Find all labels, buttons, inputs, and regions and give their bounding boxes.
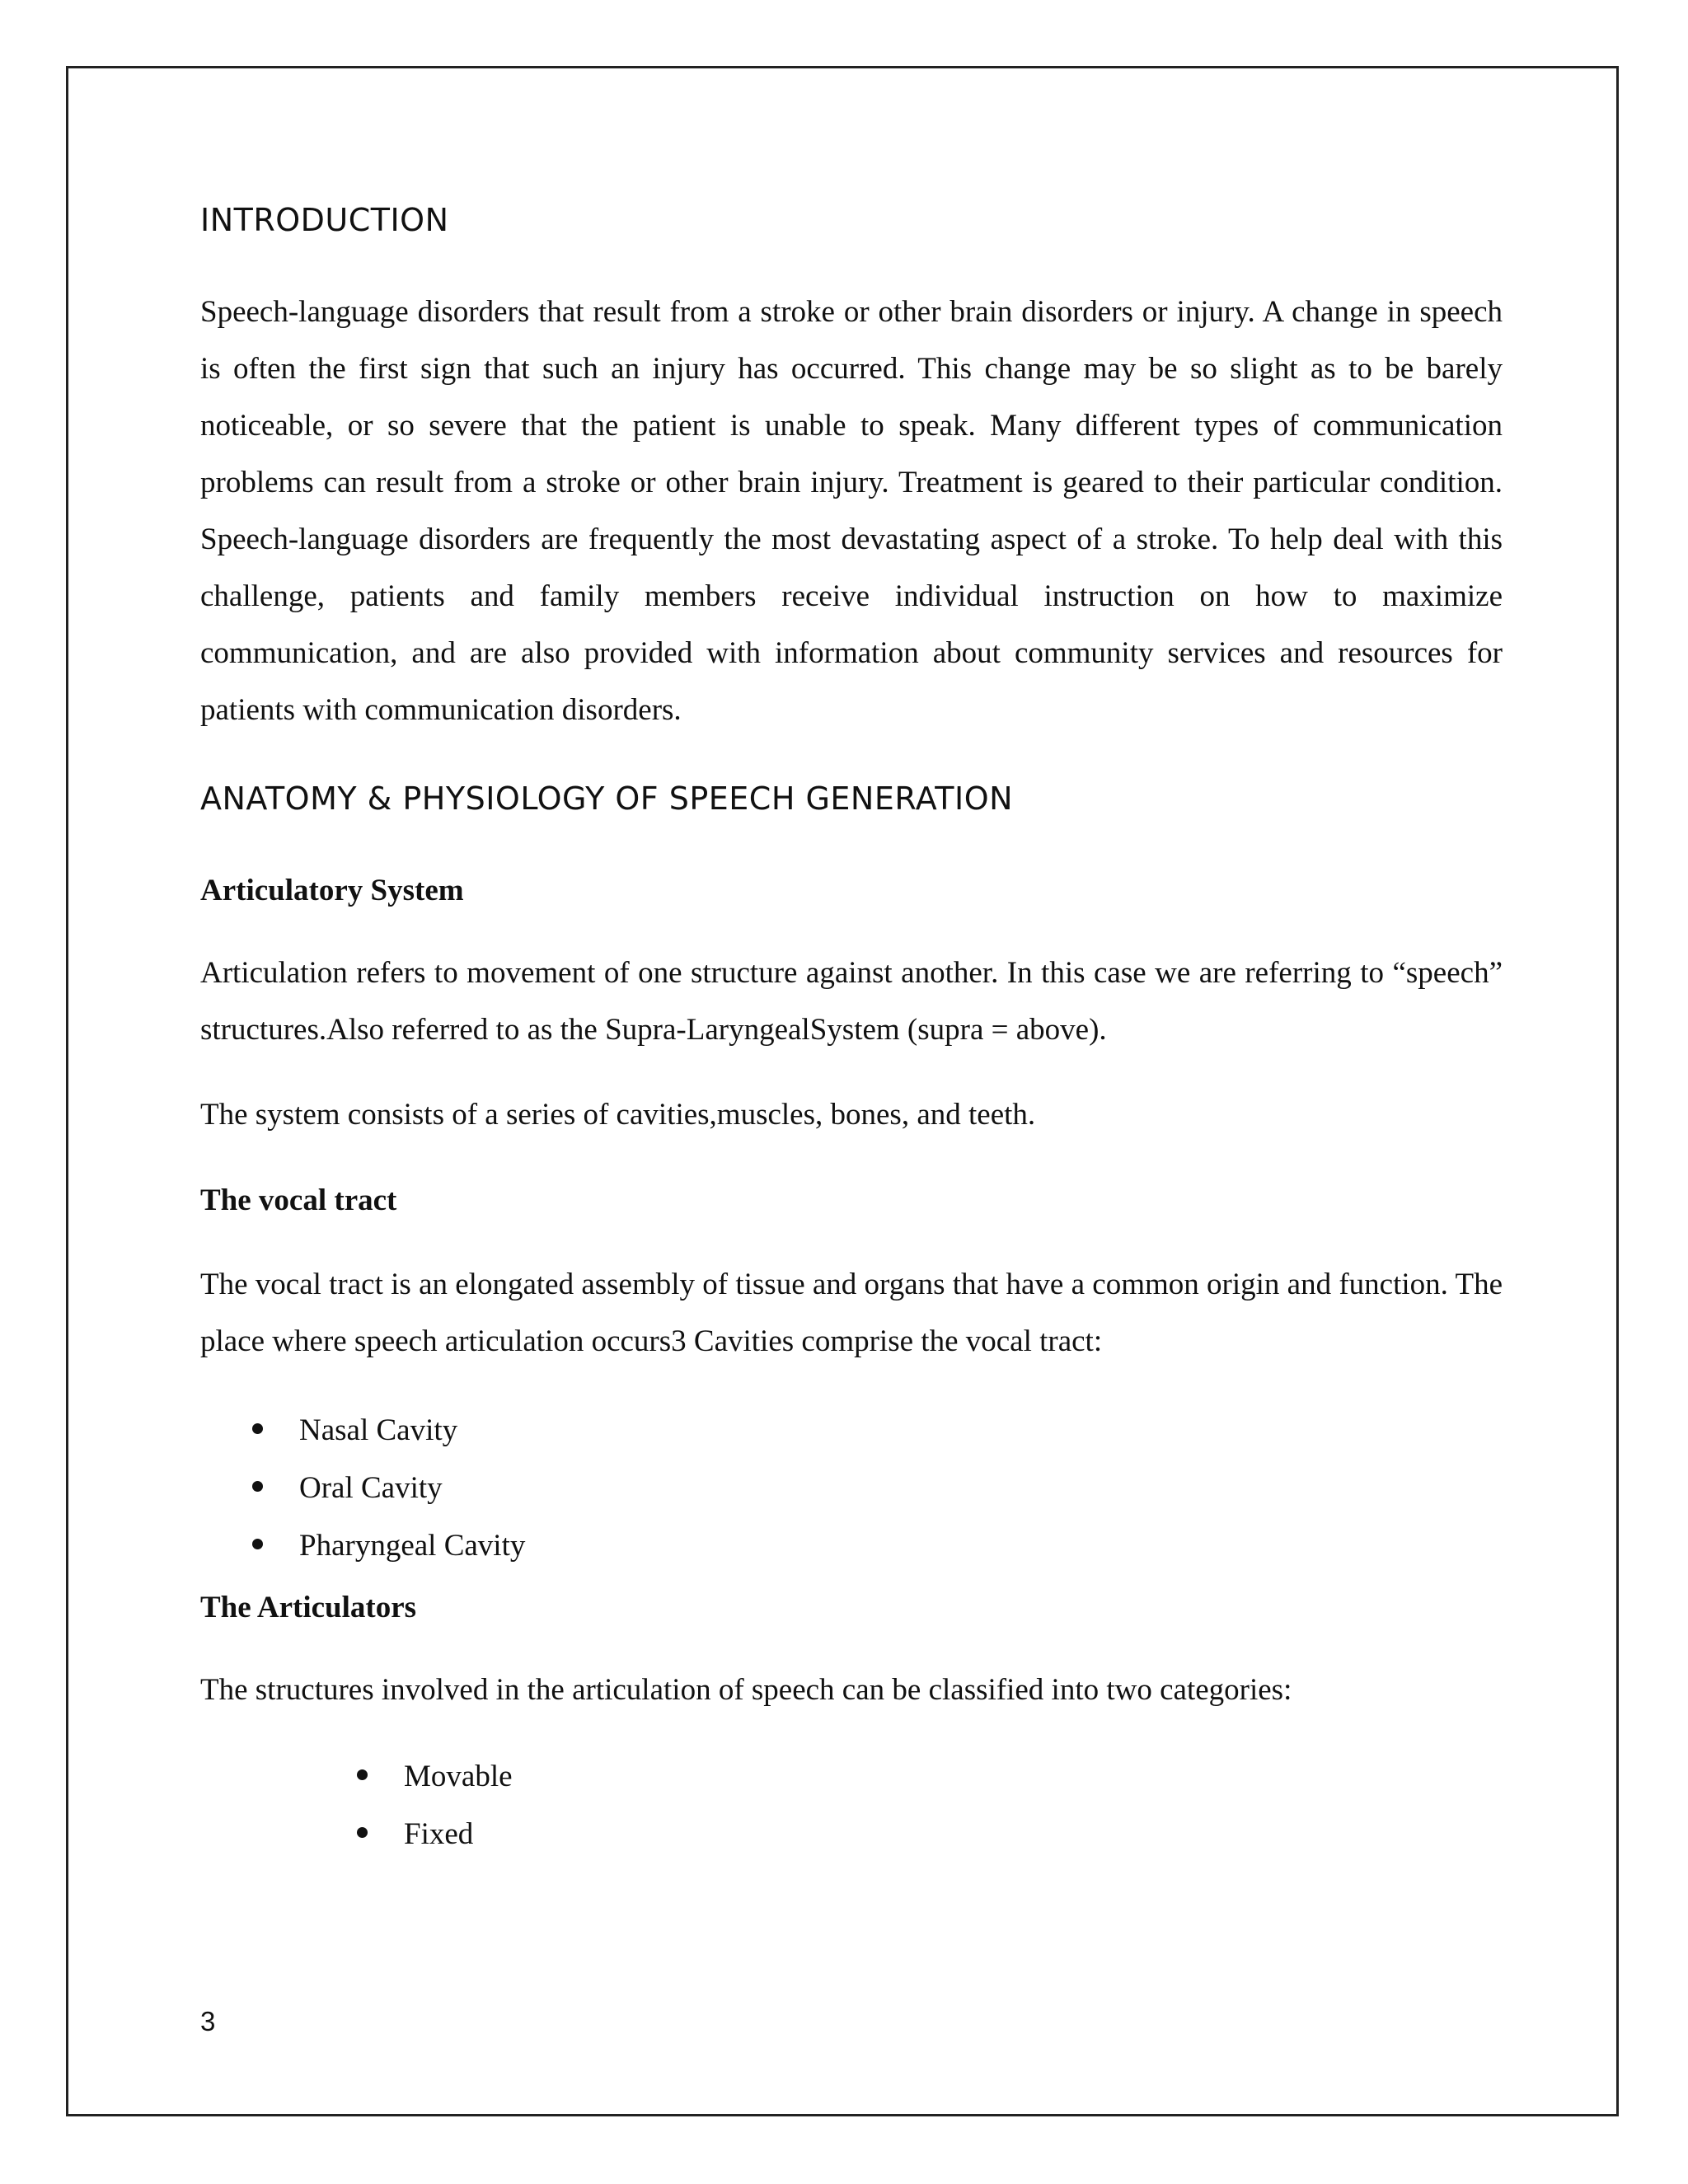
introduction-heading: INTRODUCTION: [200, 202, 449, 238]
list-item: Nasal Cavity: [299, 1415, 525, 1473]
list-item: Movable: [404, 1761, 513, 1819]
system-paragraph: The system consists of a series of cavities,muscles, bones, and teeth.: [200, 1098, 1036, 1132]
vocal-tract-subheading: The vocal tract: [200, 1183, 397, 1217]
articulators-subheading: The Articulators: [200, 1591, 417, 1624]
bullet-icon: [357, 1769, 368, 1780]
list-item: Fixed: [404, 1819, 513, 1877]
vocal-tract-cavity-list: [299, 1415, 525, 1588]
vocal-tract-paragraph: The vocal tract is an elongated assembly of tissue and organs that have a common origin and function. The place where speech articulation occurs3 Cavities comprise the vocal tract:: [200, 1268, 1503, 1358]
bullet-icon: [252, 1423, 263, 1434]
bullet-icon: [252, 1481, 263, 1492]
page-number: 3: [200, 2006, 216, 2036]
articulators-paragraph: The structures involved in the articulation of speech can be classified into two categories:: [200, 1673, 1292, 1707]
bullet-icon: [357, 1827, 368, 1838]
list-item: Oral Cavity: [299, 1473, 525, 1530]
articulatory-system-subheading: Articulatory System: [200, 874, 464, 907]
anatomy-heading: ANATOMY & PHYSIOLOGY OF SPEECH GENERATION: [200, 780, 1014, 817]
articulators-category-list: [404, 1761, 513, 1877]
list-item: Pharyngeal Cavity: [299, 1530, 525, 1588]
bullet-icon: [252, 1539, 263, 1549]
introduction-paragraph: Speech-language disorders that result from a stroke or other brain disorders or injury. A change in speech is often the first sign that such an injury has occurred. This change may be so slight as to be barely noticeable, or so severe that the patient is unable to speak. Many different types of communication problems can result from a stroke or other brain injury. Treatment is geared to their particular condition. Speech-language disorders are frequently the most devastating aspect of a stroke. To help deal with this challenge, patients and family members receive individual instruction on how to maximize communication, and are also provided with information about community services and resources for patients with communication disorders.: [200, 295, 1503, 727]
articulation-paragraph: Articulation refers to movement of one structure against another. In this case we are referring to “speech” structures.Also referred to as the Supra-LaryngealSystem (supra = above).: [200, 956, 1503, 1047]
